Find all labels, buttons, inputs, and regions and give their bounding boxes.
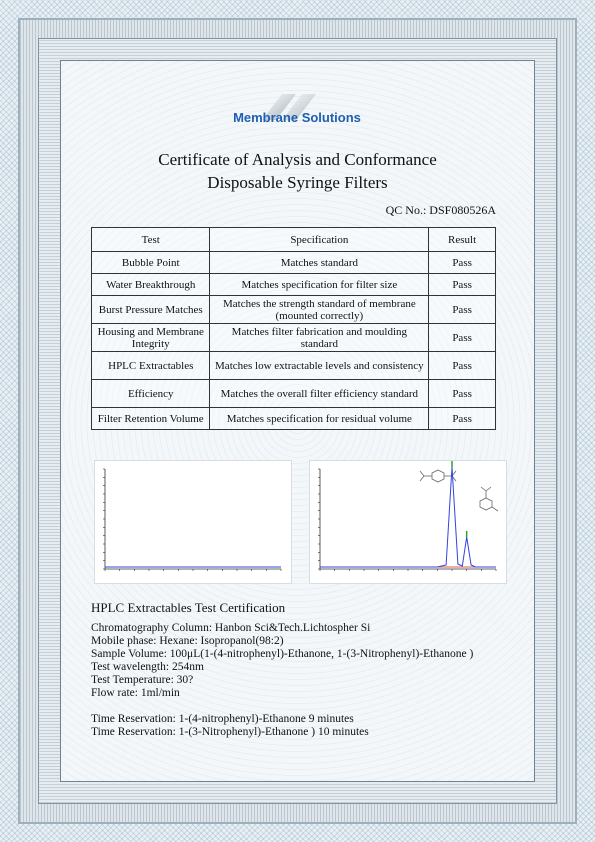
table-row [92,408,496,430]
cell-test: HPLC Extractables [92,352,210,380]
reservation-line: Time Reservation: 1-(3-Nitrophenyl)-Ethanone ) 10 minutes [91,726,369,738]
cell-test: Bubble Point [92,252,210,274]
cell-spec: Matches the strength standard of membrane (mounted correctly) [210,296,429,324]
cell-spec: Matches low extractable levels and consistency [210,352,429,380]
cell-result: Pass [429,380,496,408]
table-row [92,324,496,352]
cell-result: Pass [429,252,496,274]
table-row [92,252,496,274]
blank-chromatogram [94,460,292,584]
reservation-line: Time Reservation: 1-(4-nitrophenyl)-Ethanone 9 minutes [91,713,354,725]
detail-line: Test wavelength: 254nm [91,661,204,673]
company-logo [222,90,372,135]
cell-test: Efficiency [92,380,210,408]
hplc-details [91,622,531,739]
cell-result: Pass [429,352,496,380]
table-header-row [92,228,496,252]
cell-test: Water Breakthrough [92,274,210,296]
cell-result: Pass [429,324,496,352]
series-line [320,467,496,567]
table-row [92,274,496,296]
spacer [91,700,531,713]
detail-line: Mobile phase: Hexane: Isopropanol(98:2) [91,635,284,647]
cell-spec: Matches standard [210,252,429,274]
cell-test: Filter Retention Volume [92,408,210,430]
hplc-section-title: HPLC Extractables Test Certification [91,600,286,615]
cell-result: Pass [429,296,496,324]
molecule-structure-icon [480,487,498,511]
header-result: Result [429,228,496,252]
detail-line: Flow rate: 1ml/min [91,687,180,699]
cell-result: Pass [429,408,496,430]
results-table [91,227,496,430]
detail-line: Sample Volume: 100μL(1-(4-nitrophenyl)-Ethanone, 1-(3-Nitrophenyl)-Ethanone ) [91,648,474,660]
detail-line: Test Temperature: 30? [91,674,194,686]
table-row [92,352,496,380]
detail-line: Chromatography Column: Hanbon Sci&Tech.Lichtospher Si [91,622,371,634]
cell-test: Burst Pressure Matches [92,296,210,324]
cell-spec: Matches the overall filter efficiency standard [210,380,429,408]
certificate-title: Certificate of Analysis and Conformance [158,150,437,169]
cell-spec: Matches specification for residual volume [210,408,429,430]
cell-test: Housing and Membrane Integrity [92,324,210,352]
cell-spec: Matches filter fabrication and moulding standard [210,324,429,352]
table-row [92,380,496,408]
molecule-structure-icon [420,470,456,482]
cell-spec: Matches specification for filter size [210,274,429,296]
header-test: Test [92,228,210,252]
cell-result: Pass [429,274,496,296]
header-specification: Specification [210,228,429,252]
qc-number: QC No.: DSF080526A [385,203,496,217]
blank-chromatogram-plot [95,461,291,583]
certificate-subtitle: Disposable Syringe Filters [207,173,388,192]
sample-chromatogram [309,460,507,584]
table-row [92,296,496,324]
company-name: Membrane Solutions [233,110,361,125]
sample-chromatogram-plot [310,461,506,583]
